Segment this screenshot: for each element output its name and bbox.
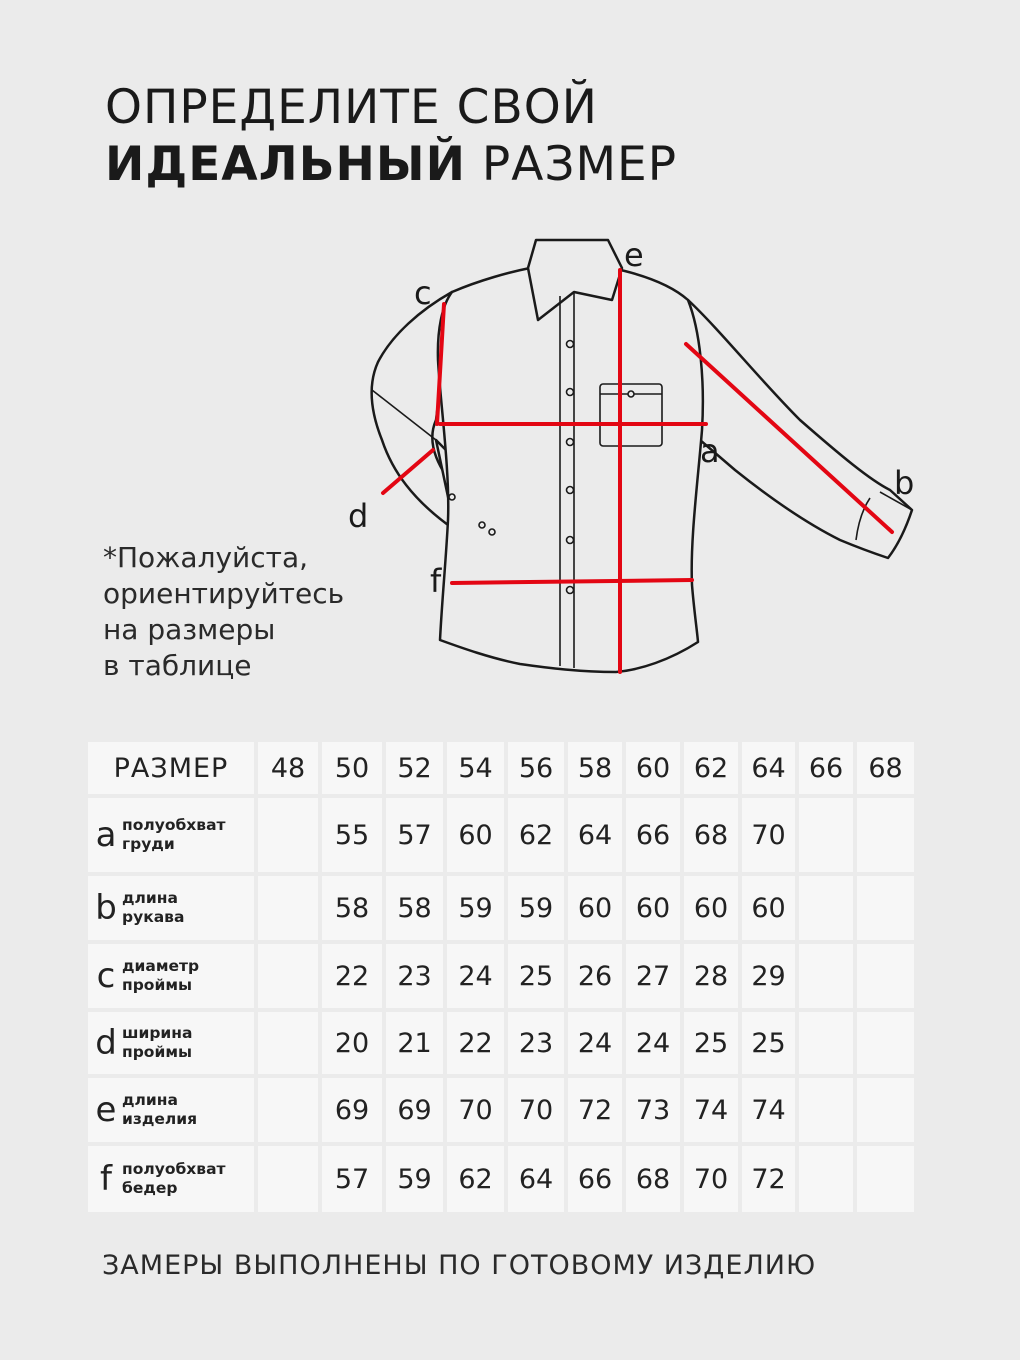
table-value-cell [857, 876, 914, 940]
measurement-description: диаметр проймы [122, 957, 200, 994]
note-line: на размеры [103, 613, 276, 646]
table-value-cell: 60 [742, 876, 795, 940]
table-value-cell: 62 [508, 798, 564, 872]
table-value-cell: 70 [742, 798, 795, 872]
table-value-cell: 20 [322, 1012, 382, 1074]
size-header-cell: 60 [626, 742, 680, 794]
label-c: c [414, 274, 432, 312]
size-header-cell: 52 [386, 742, 443, 794]
table-value-cell [258, 876, 318, 940]
table-value-cell [799, 944, 853, 1008]
measurement-letter: c [96, 956, 116, 996]
table-value-cell: 74 [684, 1078, 738, 1142]
footer-note: ЗАМЕРЫ ВЫПОЛНЕНЫ ПО ГОТОВОМУ ИЗДЕЛИЮ [102, 1250, 817, 1281]
measurement-row-label [88, 1012, 254, 1074]
table-value-cell: 58 [322, 876, 382, 940]
size-header-label: РАЗМЕР [88, 742, 254, 794]
table-value-cell [799, 1078, 853, 1142]
measurement-letter: a [95, 815, 117, 855]
table-value-cell: 25 [684, 1012, 738, 1074]
table-value-cell: 60 [626, 876, 680, 940]
note-line: в таблице [103, 649, 252, 682]
measurement-description: длина рукава [122, 889, 185, 926]
table-value-cell: 60 [684, 876, 738, 940]
table-value-cell: 29 [742, 944, 795, 1008]
table-value-cell: 28 [684, 944, 738, 1008]
measurement-letter: e [95, 1090, 117, 1130]
table-value-cell: 68 [684, 798, 738, 872]
label-f: f [430, 562, 442, 600]
table-value-cell: 60 [447, 798, 504, 872]
measurement-letter: b [95, 888, 117, 928]
table-value-cell: 70 [684, 1146, 738, 1212]
table-value-cell: 58 [386, 876, 443, 940]
table-value-cell: 25 [508, 944, 564, 1008]
table-value-cell: 59 [508, 876, 564, 940]
table-value-cell: 24 [568, 1012, 622, 1074]
table-value-cell: 68 [626, 1146, 680, 1212]
table-value-cell: 69 [386, 1078, 443, 1142]
table-value-cell: 23 [508, 1012, 564, 1074]
table-value-cell: 24 [447, 944, 504, 1008]
label-e: e [624, 236, 644, 274]
note-line: ориентируйтесь [103, 577, 345, 610]
table-value-cell [258, 944, 318, 1008]
size-header-cell: 50 [322, 742, 382, 794]
table-value-cell: 59 [447, 876, 504, 940]
label-b: b [894, 464, 915, 502]
size-header-cell: 56 [508, 742, 564, 794]
table-value-cell: 73 [626, 1078, 680, 1142]
size-header-cell: 66 [799, 742, 853, 794]
measurement-row-label [88, 944, 254, 1008]
table-value-cell: 64 [568, 798, 622, 872]
shirt-outline [372, 240, 915, 672]
table-value-cell: 70 [508, 1078, 564, 1142]
table-value-cell: 24 [626, 1012, 680, 1074]
measurement-description: длина изделия [122, 1091, 198, 1128]
table-value-cell [258, 1078, 318, 1142]
table-value-cell: 69 [322, 1078, 382, 1142]
page-title-line-1: ОПРЕДЕЛИТЕ СВОЙ [105, 80, 598, 135]
table-value-cell: 72 [742, 1146, 795, 1212]
table-value-cell [258, 798, 318, 872]
table-value-cell: 22 [447, 1012, 504, 1074]
size-header-cell: 58 [568, 742, 622, 794]
measurement-row-label [88, 1078, 254, 1142]
table-value-cell [799, 1146, 853, 1212]
table-value-cell [258, 1146, 318, 1212]
measurement-description: полуобхват груди [122, 816, 226, 853]
label-a: a [700, 432, 720, 470]
measurement-description: полуобхват бедер [122, 1160, 226, 1197]
table-value-cell [857, 1078, 914, 1142]
table-value-cell: 21 [386, 1012, 443, 1074]
table-value-cell: 59 [386, 1146, 443, 1212]
table-value-cell: 26 [568, 944, 622, 1008]
table-value-cell: 57 [322, 1146, 382, 1212]
table-value-cell [857, 944, 914, 1008]
table-value-cell: 74 [742, 1078, 795, 1142]
size-header-cell: 64 [742, 742, 795, 794]
measurement-row-label [88, 798, 254, 872]
table-value-cell [799, 876, 853, 940]
table-value-cell: 66 [568, 1146, 622, 1212]
label-d: d [348, 497, 369, 535]
table-value-cell [799, 798, 853, 872]
size-header-cell: 68 [857, 742, 914, 794]
size-header-cell: 48 [258, 742, 318, 794]
table-value-cell [857, 798, 914, 872]
table-value-cell: 22 [322, 944, 382, 1008]
note-line: *Пожалуйста, [103, 541, 308, 574]
size-header-cell: 54 [447, 742, 504, 794]
table-value-cell: 72 [568, 1078, 622, 1142]
table-value-cell: 62 [447, 1146, 504, 1212]
measurement-letter: f [100, 1159, 112, 1199]
table-value-cell [799, 1012, 853, 1074]
measurement-row-label [88, 876, 254, 940]
table-value-cell [857, 1012, 914, 1074]
shirt-body [438, 268, 703, 672]
table-value-cell: 25 [742, 1012, 795, 1074]
table-value-cell: 70 [447, 1078, 504, 1142]
table-value-cell [258, 1012, 318, 1074]
table-value-cell: 64 [508, 1146, 564, 1212]
title-bold-word: ИДЕАЛЬНЫЙ [105, 137, 466, 192]
table-value-cell: 60 [568, 876, 622, 940]
size-header-cell: 62 [684, 742, 738, 794]
table-value-cell [857, 1146, 914, 1212]
size-table [88, 742, 914, 1212]
title-rest: РАЗМЕР [465, 137, 678, 192]
size-note [103, 540, 403, 684]
table-value-cell: 23 [386, 944, 443, 1008]
table-value-cell: 57 [386, 798, 443, 872]
measurement-letter: d [95, 1023, 117, 1063]
table-value-cell: 66 [626, 798, 680, 872]
table-value-cell: 27 [626, 944, 680, 1008]
measurement-row-label [88, 1146, 254, 1212]
table-value-cell: 55 [322, 798, 382, 872]
measurement-description: ширина проймы [122, 1024, 193, 1061]
